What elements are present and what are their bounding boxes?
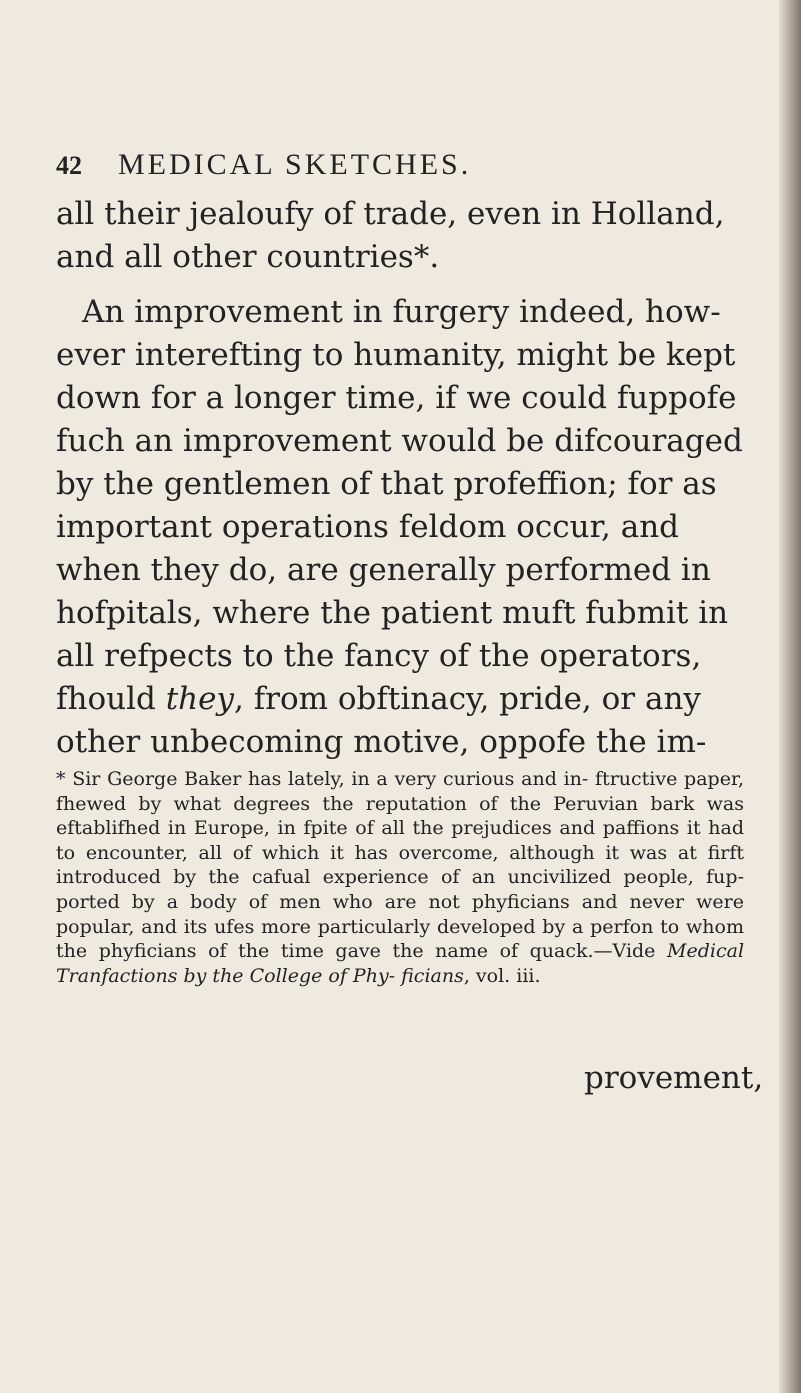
footnote-citation: Medical Tranfactions by the College of Phy- ficians <box>56 940 745 987</box>
italic-word: they <box>165 681 234 717</box>
paragraph <box>56 291 746 764</box>
text-line: and all other countries*. <box>56 239 440 275</box>
footnote-volume: , vol. iii. <box>463 964 541 987</box>
paragraph-text: An improvement in furgery indeed, how- ever interefting to humanity, might be kept down for a longer time, if we could fuppofe fuch an improvement would be difcouraged by the gentlemen of that profeffion; for as important operations feldom occur, and when they do, are generally performed in hofpitals, where the patient muft fubmit in all refpects to the fancy of the operators, fhould <box>56 294 743 717</box>
footnote <box>56 767 744 988</box>
page-header <box>56 148 471 182</box>
page-number: 42 <box>56 151 82 180</box>
footnote-text: * Sir George Baker has lately, in a very curious and in- ftructive paper, fhewed by what degrees the reputation of the Peruvian bark was eftablifhed in Europe, in fpite of all the prejudices and paffions it had to encounter, all of which it has overcome, although it was at firft introduced by the cafual experience of an uncivilized people, fup- ported by a body of men who are not phyficians and never were popular, and its ufes more particularly developed by a perfon to whom the phyficians of the time gave the name of quack.—Vide <box>56 768 744 963</box>
paragraph-text-end: , from obftinacy, pride, or any other unbecoming motive, oppofe the im- <box>56 681 707 760</box>
running-head: MEDICAL SKETCHES. <box>118 148 472 181</box>
main-text <box>56 193 746 764</box>
page-edge-shadow <box>779 0 801 1393</box>
catchword: provement, <box>584 1060 764 1096</box>
text-line: all their jealoufy of trade, even in Holland, <box>56 196 725 232</box>
